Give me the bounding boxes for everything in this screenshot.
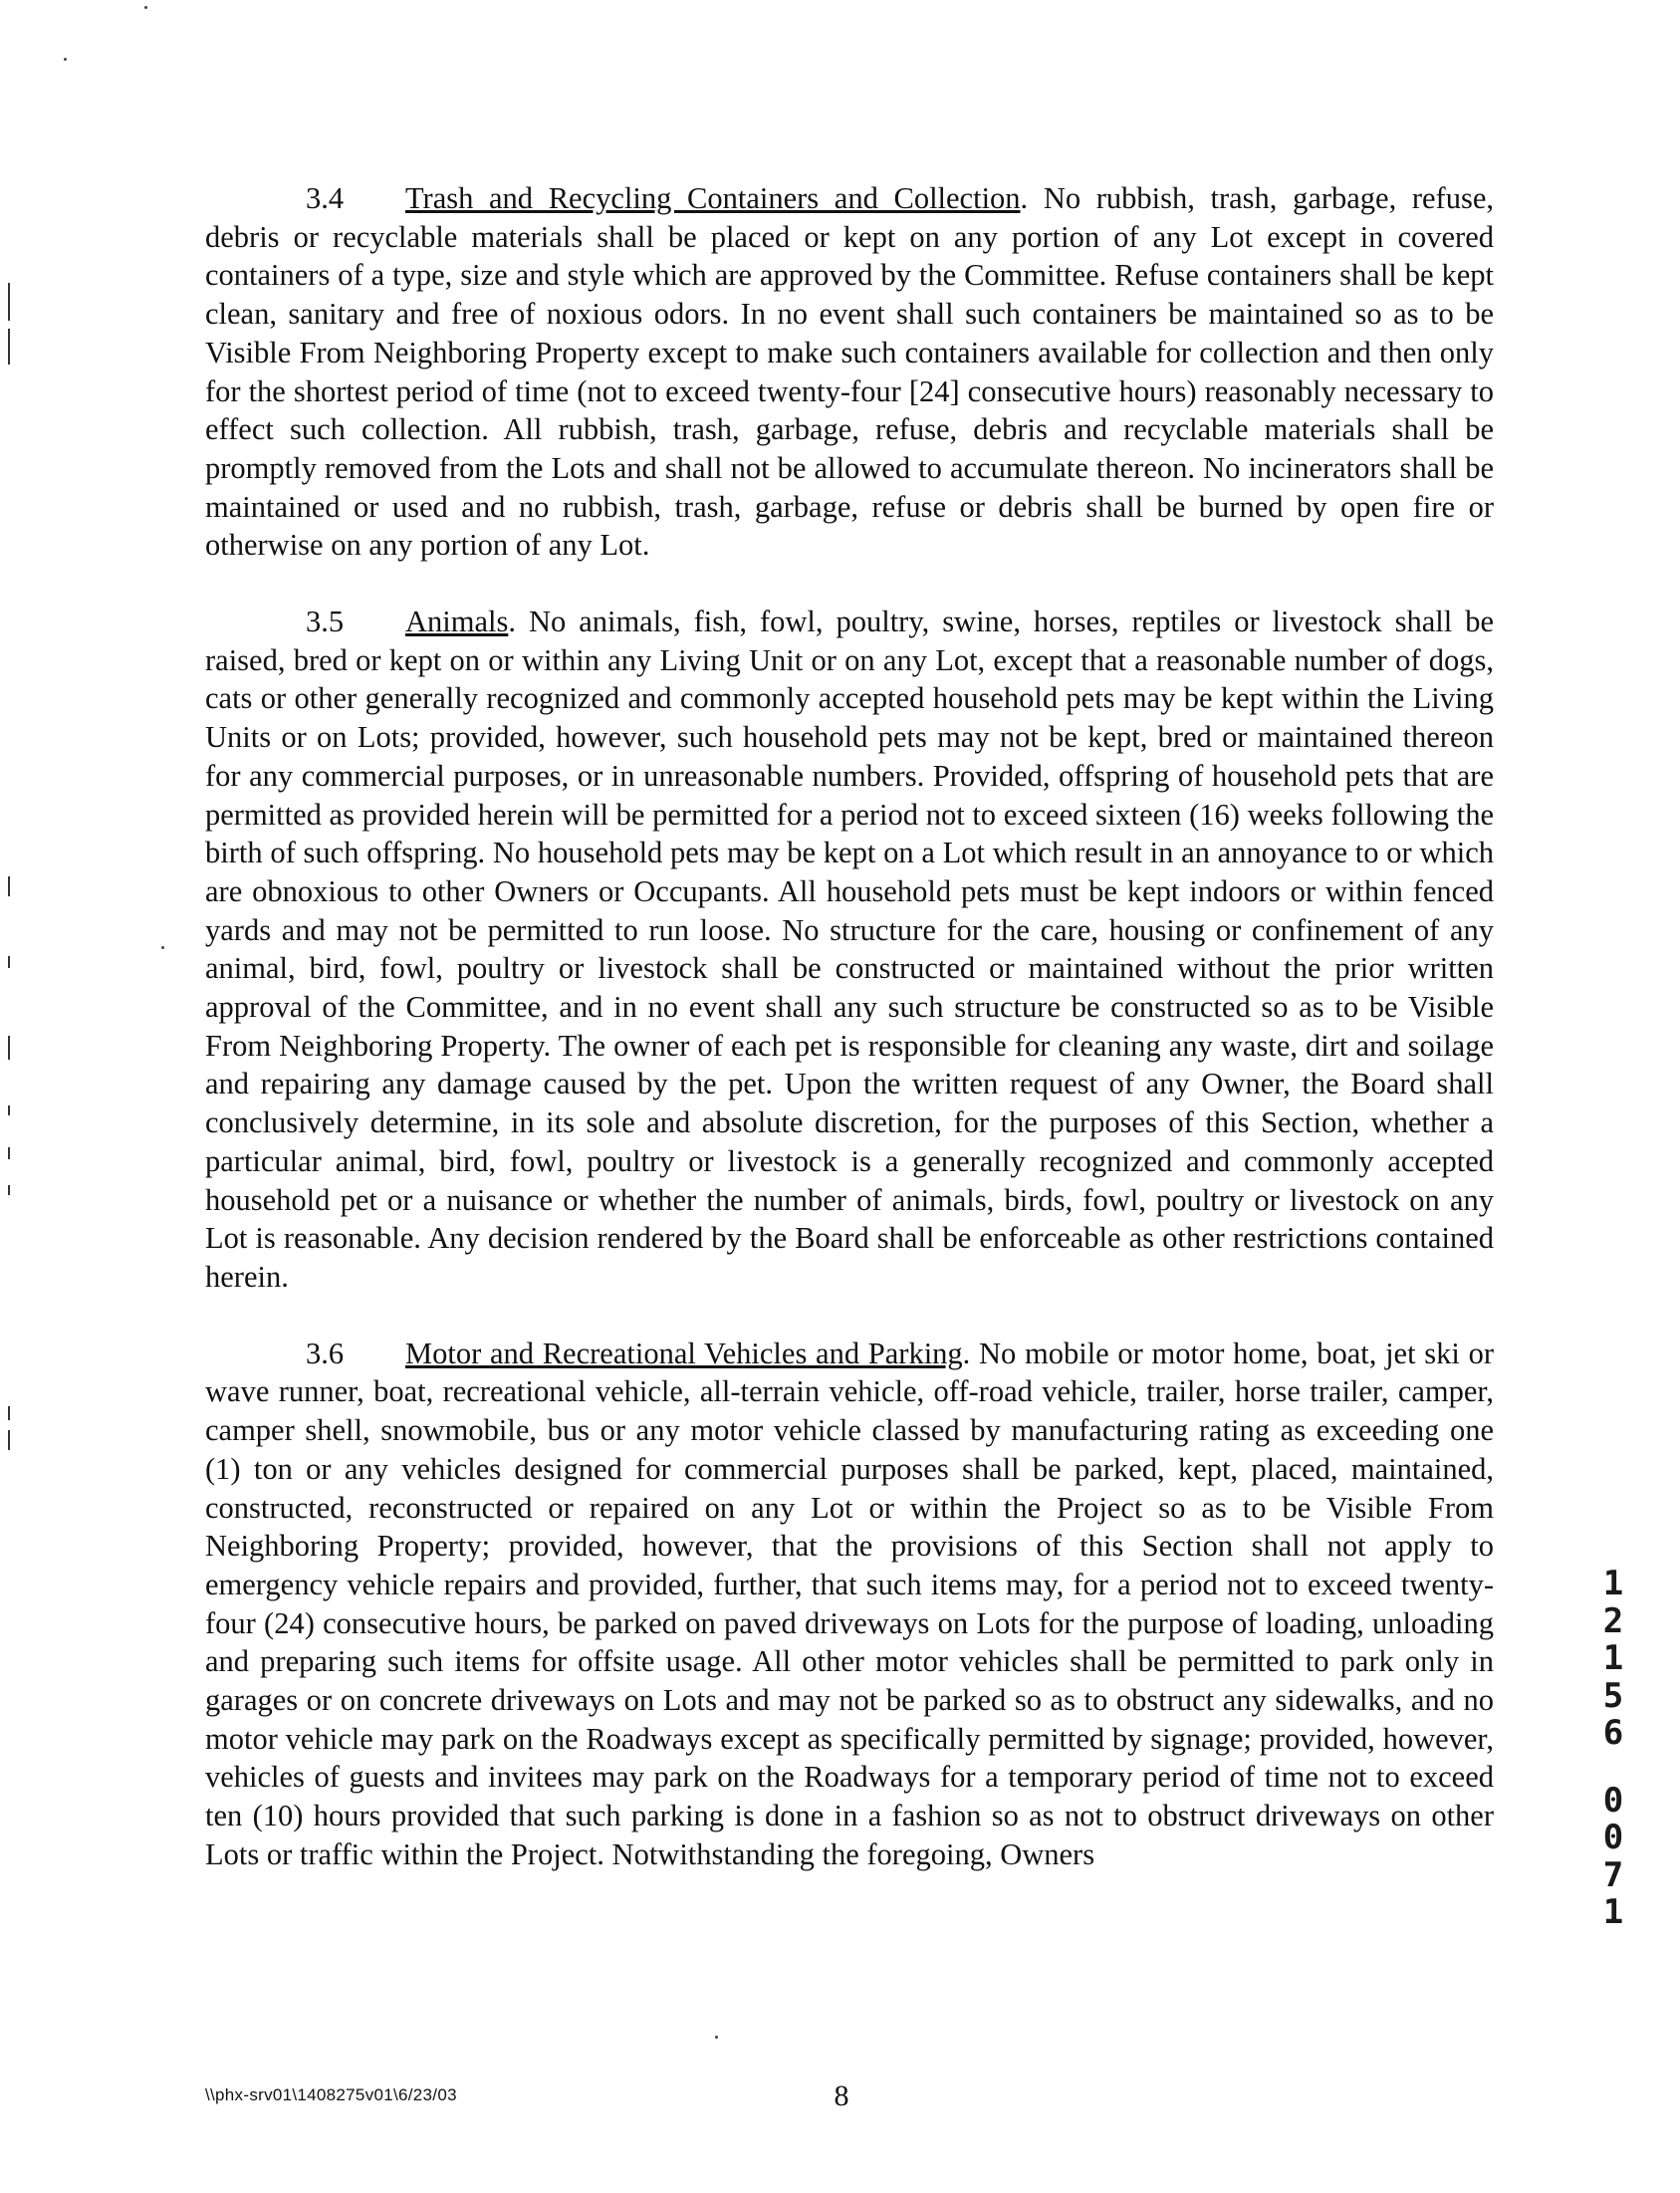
- revision-bar: [8, 1430, 10, 1450]
- stamp-digit: 0: [1602, 1780, 1624, 1821]
- stamp-digit: 1: [1602, 1892, 1624, 1932]
- document-body: [205, 179, 1494, 1912]
- section-number: 3.4: [306, 181, 345, 215]
- stamp-gap: [1596, 1753, 1630, 1783]
- section-text: . No mobile or motor home, boat, jet ski or wave runner, boat, recreational vehicle, all-terrain vehicle, off-road vehicle, trailer, horse trailer, camper, camper shell, snowmobile, bus or any motor vehicle classed by manufacturing rating as exceeding one (1) ton or any vehicles designed for commercial purposes shall be parked, kept, placed, maintained, constructed, reconstructed or repaired on any Lot or within the Project so as to be Visible From Neighboring Property; provided, however, that the provisions of this Section shall not apply to emergency vehicle repairs and provided, further, that such items may, for a period not to exceed twenty-four (24) consecutive hours, be parked on paved driveways on Lots for the purpose of loading, unloading and preparing such items for offsite usage. All other motor vehicles shall be permitted to park only in garages or on concrete driveways on Lots and may not be parked so as to obstruct any sidewalks, and no motor vehicle may park on the Roadways except as specifically permitted by signage; provided, however, vehicles of guests and invitees may park on the Roadways for a temporary period of time not to exceed ten (10) hours provided that such parking is done in a fashion so as not to obstruct driveways on other Lots or traffic within the Project. Notwithstanding the foregoing, Owners: [205, 1336, 1494, 1871]
- footer-document-path: \\phx-srv01\1408275v01\6/23/03: [205, 2085, 457, 2104]
- stamp-digit: 0: [1602, 1818, 1624, 1857]
- section-3-4: [205, 179, 1494, 565]
- section-title: Trash and Recycling Containers and Collection: [405, 181, 1021, 215]
- revision-bar: [8, 1105, 10, 1115]
- section-title: Motor and Recreational Vehicles and Parking: [405, 1336, 963, 1370]
- stamp-digit: 2: [1602, 1600, 1624, 1641]
- stamp-digit: 1: [1602, 1564, 1624, 1603]
- stamp-digit: 7: [1602, 1854, 1624, 1895]
- section-number: 3.6: [306, 1336, 345, 1370]
- scan-speck: [161, 946, 164, 949]
- revision-bar: [8, 283, 10, 321]
- revision-bar: [8, 1036, 10, 1060]
- section-text: . No rubbish, trash, garbage, refuse, debris or recyclable materials shall be placed or kept on any portion of any Lot except in covered containers of a type, size and style which are approved by the Committee. Refuse containers shall be kept clean, sanitary and free of noxious odors. In no event shall such containers be maintained so as to be Visible From Neighboring Property except to make such containers available for collection and then only for the shortest period of time (not to exceed twenty-four [24] consecutive hours) reasonably necessary to effect such collection. All rubbish, trash, garbage, refuse, debris and recyclable materials shall be promptly removed from the Lots and shall not be allowed to accumulate thereon. No incinerators shall be maintained or used and no rubbish, trash, garbage, refuse or debris shall be burned by open fire or otherwise on any portion of any Lot.: [205, 181, 1494, 563]
- revision-bar: [8, 329, 10, 365]
- page-number: 8: [834, 2079, 849, 2112]
- scan-speck: [144, 6, 147, 9]
- stamp-digit: 1: [1602, 1638, 1624, 1678]
- revision-bar: [8, 1185, 10, 1195]
- section-number: 3.5: [306, 605, 345, 639]
- scan-speck: [64, 58, 67, 61]
- revision-bar: [8, 956, 10, 968]
- section-title: Animals: [405, 605, 509, 639]
- recording-number-stamp: [1596, 1566, 1630, 1932]
- revision-bar: [8, 876, 10, 896]
- revision-bar: [8, 1406, 10, 1420]
- section-text: . No animals, fish, fowl, poultry, swine, horses, reptiles or livestock shall be raised, bred or kept on or within any Living Unit or on any Lot, except that a reasonable number of dogs, cats or other generally recognized and commonly accepted household pets may be kept within the Living Units or on Lots; provided, however, such household pets may not be kept, bred or maintained thereon for any commercial purposes, or in unreasonable numbers. Provided, offspring of household pets that are permitted as provided herein will be permitted for a period not to exceed sixteen (16) weeks following the birth of such offspring. No household pets may be kept on a Lot which result in an annoyance to or which are obnoxious to other Owners or Occupants. All household pets must be kept indoors or within fenced yards and may not be permitted to run loose. No structure for the care, housing or confinement of any animal, bird, fowl, poultry or livestock shall be constructed or maintained without the prior written approval of the Committee, and in no event shall any such structure be constructed so as to be Visible From Neighboring Property. The owner of each pet is responsible for cleaning any waste, dirt and soilage and repairing any damage caused by the pet. Upon the written request of any Owner, the Board shall conclusively determine, in its sole and absolute discretion, for the purposes of this Section, whether a particular animal, bird, fowl, poultry or livestock is a generally recognized and commonly accepted household pet or a nuisance or whether the number of animals, birds, fowl, poultry or livestock on any Lot is reasonable. Any decision rendered by the Board shall be enforceable as other restrictions contained herein.: [205, 605, 1494, 1294]
- stamp-digit: 5: [1602, 1675, 1624, 1716]
- revision-bar: [8, 1147, 10, 1159]
- scan-speck: [715, 2036, 718, 2039]
- stamp-digit: 6: [1602, 1713, 1624, 1753]
- section-3-5: [205, 603, 1494, 1297]
- section-3-6: [205, 1335, 1494, 1874]
